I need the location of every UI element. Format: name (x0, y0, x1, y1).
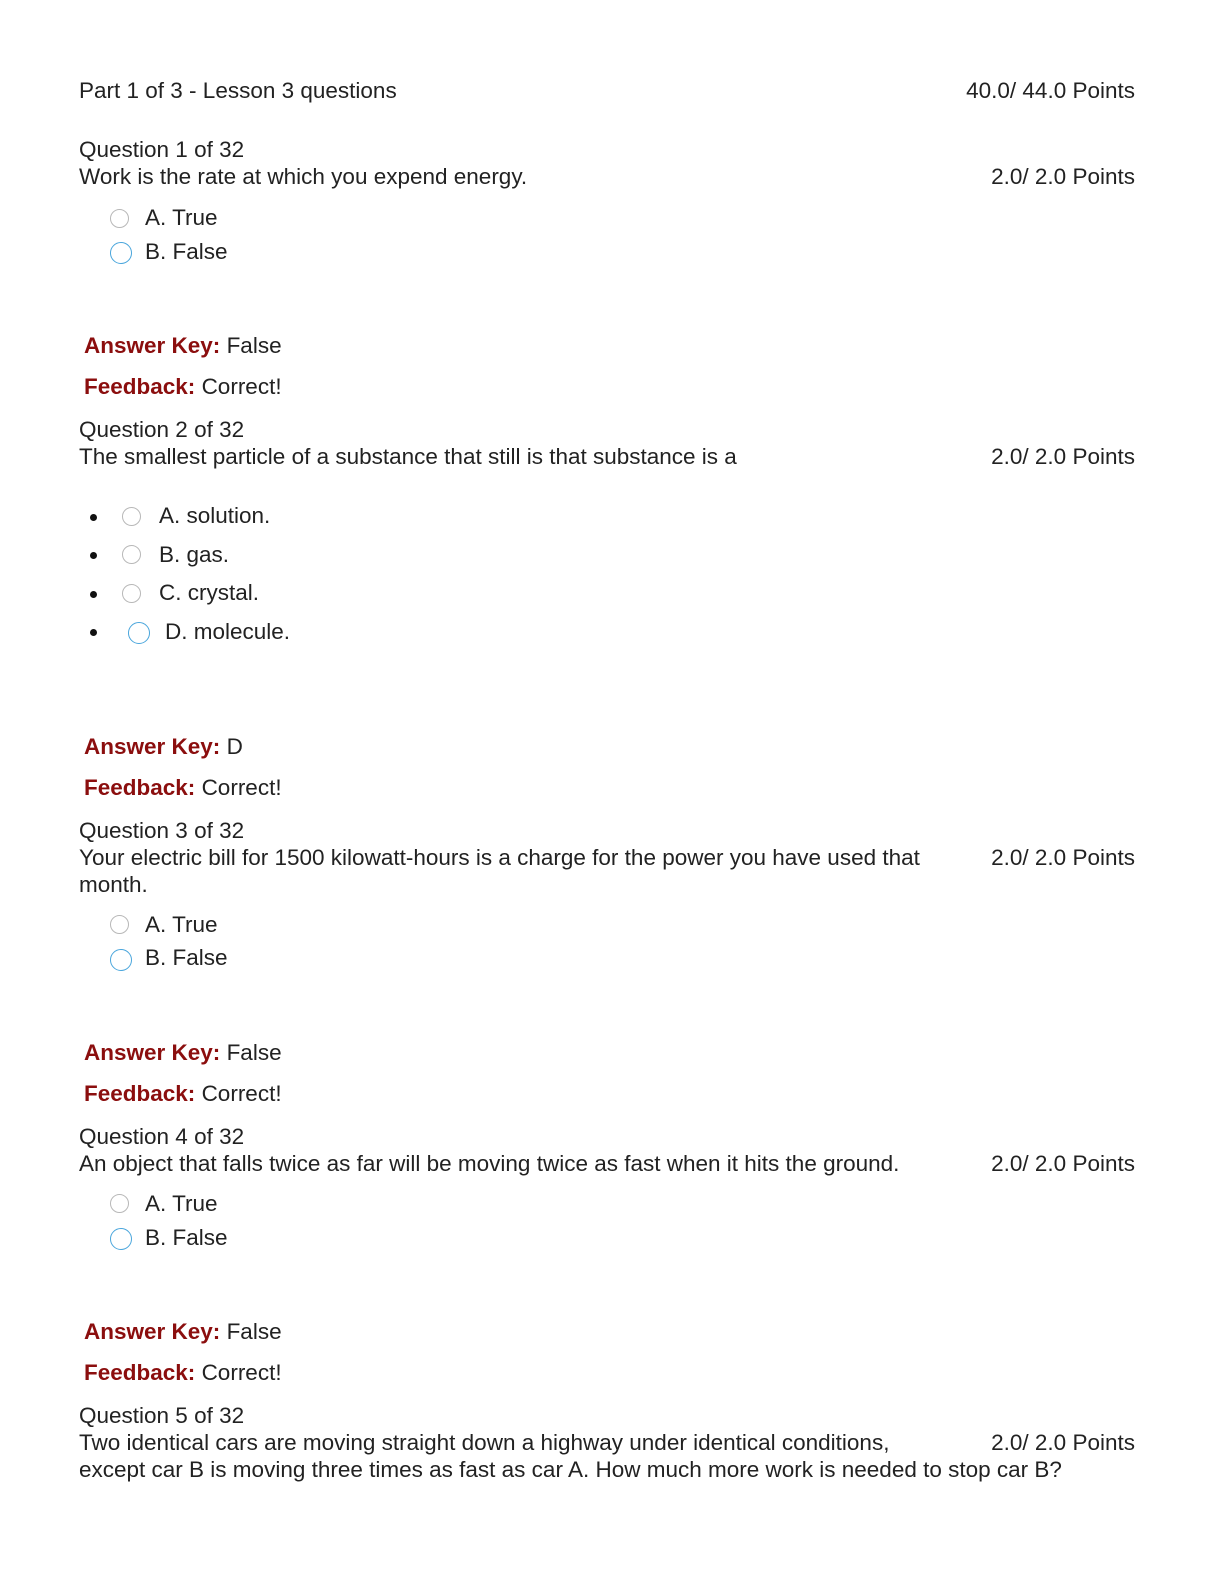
question-text: Your electric bill for 1500 kilowatt-hours is a charge for the power you have used that month. (79, 845, 920, 897)
list-bullet (90, 629, 97, 636)
option-a-radio[interactable] (110, 915, 129, 934)
question-points: 2.0/ 2.0 Points (991, 1151, 1135, 1176)
answer-key-label: Answer Key: (84, 1319, 221, 1344)
question-number: Question 2 of 32 (79, 417, 245, 442)
answer-key (84, 332, 282, 359)
option-a-label[interactable]: A. True (145, 912, 218, 937)
part-title: Part 1 of 3 - Lesson 3 questions (79, 78, 397, 103)
answer-key-label: Answer Key: (84, 333, 221, 358)
option-b-radio[interactable] (110, 1228, 132, 1250)
option-c-label[interactable]: C. crystal. (159, 580, 260, 605)
question-number: Question 4 of 32 (79, 1124, 245, 1149)
question-text: The smallest particle of a substance that still is that substance is a (79, 444, 737, 469)
answer-key-value: False (226, 333, 282, 358)
option-b-label[interactable]: B. False (145, 1225, 228, 1250)
answer-key-value: False (226, 1319, 282, 1344)
option-a-label[interactable]: A. solution. (159, 503, 271, 528)
option-b-label[interactable]: B. gas. (159, 542, 230, 567)
feedback (84, 1080, 282, 1107)
answer-key (84, 733, 243, 760)
feedback (84, 373, 282, 400)
answer-key-value: False (226, 1040, 282, 1065)
feedback (84, 1359, 282, 1386)
question-text: An object that falls twice as far will be moving twice as fast when it hits the ground. (79, 1151, 900, 1176)
feedback-label: Feedback: (84, 1360, 196, 1385)
question-points: 2.0/ 2.0 Points (991, 164, 1135, 189)
question-points: 2.0/ 2.0 Points (991, 845, 1135, 870)
option-b-radio[interactable] (122, 545, 141, 564)
list-bullet (90, 514, 97, 521)
question-text-line-2: except car B is moving three times as fast as car A. How much more work is needed to stop car B? (79, 1457, 1062, 1482)
feedback-label: Feedback: (84, 1081, 196, 1106)
feedback-label: Feedback: (84, 374, 196, 399)
feedback (84, 774, 282, 801)
feedback-label: Feedback: (84, 775, 196, 800)
option-a-radio[interactable] (110, 1194, 129, 1213)
option-d-label[interactable]: D. molecule. (165, 619, 291, 644)
option-a-radio[interactable] (122, 507, 141, 526)
option-a-radio[interactable] (110, 209, 129, 228)
list-bullet (90, 552, 97, 559)
feedback-value: Correct! (201, 374, 282, 399)
option-d-radio[interactable] (128, 622, 150, 644)
question-points: 2.0/ 2.0 Points (991, 1430, 1135, 1455)
option-a-label[interactable]: A. True (145, 205, 218, 230)
part-points: 40.0/ 44.0 Points (966, 78, 1135, 103)
answer-key (84, 1039, 282, 1066)
feedback-value: Correct! (201, 1360, 282, 1385)
option-b-radio[interactable] (110, 949, 132, 971)
question-text: Work is the rate at which you expend energy. (79, 164, 528, 189)
question-number: Question 1 of 32 (79, 137, 245, 162)
question-text-line-1: Two identical cars are moving straight down a highway under identical conditions, (79, 1430, 890, 1455)
answer-key-label: Answer Key: (84, 1040, 221, 1065)
question-points: 2.0/ 2.0 Points (991, 444, 1135, 469)
answer-key (84, 1318, 282, 1345)
answer-key-label: Answer Key: (84, 734, 221, 759)
feedback-value: Correct! (201, 1081, 282, 1106)
list-bullet (90, 591, 97, 598)
option-b-label[interactable]: B. False (145, 945, 228, 970)
feedback-value: Correct! (201, 775, 282, 800)
question-number: Question 5 of 32 (79, 1403, 245, 1428)
option-a-label[interactable]: A. True (145, 1191, 218, 1216)
answer-key-value: D (226, 734, 243, 759)
option-b-label[interactable]: B. False (145, 239, 228, 264)
option-b-radio[interactable] (110, 242, 132, 264)
option-c-radio[interactable] (122, 584, 141, 603)
question-number: Question 3 of 32 (79, 818, 245, 843)
